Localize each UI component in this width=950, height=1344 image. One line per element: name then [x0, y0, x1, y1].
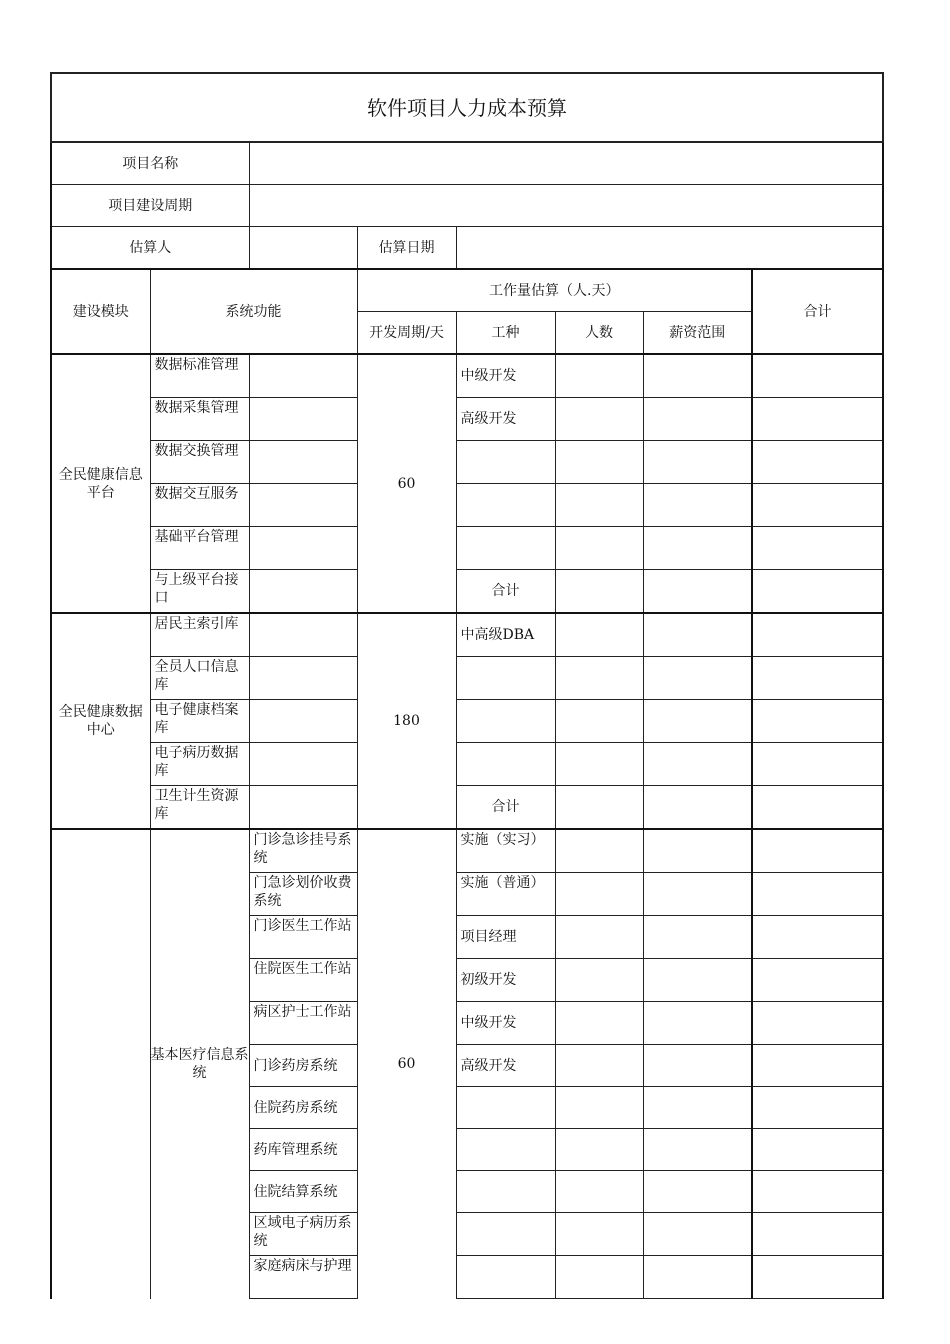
project-period-label: 项目建设周期 [51, 185, 249, 227]
module-cell: 全民健康信息平台 [51, 354, 150, 613]
total-cell[interactable] [752, 1213, 883, 1256]
header-module: 建设模块 [51, 269, 150, 354]
subtotal-label: 合计 [456, 786, 555, 830]
header-dev-period: 开发周期/天 [357, 312, 456, 355]
total-cell[interactable] [752, 613, 883, 657]
total-cell[interactable] [752, 916, 883, 959]
function-cell: 药库管理系统 [249, 1129, 357, 1171]
job-type-cell [456, 700, 555, 743]
job-type-cell: 实施（普通） [456, 873, 555, 916]
function-cell: 区域电子病历系统 [249, 1213, 357, 1256]
total-cell[interactable] [752, 527, 883, 570]
headcount-cell[interactable] [555, 916, 643, 959]
job-type-cell: 初级开发 [456, 959, 555, 1002]
total-cell[interactable] [752, 657, 883, 700]
module-cell: 全民健康数据中心 [51, 613, 150, 829]
function-cell: 住院医生工作站 [249, 959, 357, 1002]
total-cell[interactable] [752, 570, 883, 614]
salary-cell[interactable] [643, 1045, 752, 1087]
function-cell: 基础平台管理 [150, 527, 249, 570]
budget-sheet [50, 72, 884, 1299]
salary-cell[interactable] [643, 398, 752, 441]
headcount-cell[interactable] [555, 829, 643, 873]
job-type-cell [456, 441, 555, 484]
total-cell[interactable] [752, 1087, 883, 1129]
total-cell[interactable] [752, 484, 883, 527]
function-cell: 数据标准管理 [150, 354, 249, 398]
function-cell: 病区护士工作站 [249, 1002, 357, 1045]
job-type-cell [456, 657, 555, 700]
function-cell: 家庭病床与护理 [249, 1256, 357, 1299]
headcount-cell[interactable] [555, 1002, 643, 1045]
salary-cell[interactable] [643, 354, 752, 398]
header-salary: 薪资范围 [643, 312, 752, 355]
function-detail-cell[interactable] [249, 527, 357, 570]
function-cell: 全员人口信息库 [150, 657, 249, 700]
job-type-cell [456, 743, 555, 786]
headcount-cell[interactable] [555, 613, 643, 657]
total-cell[interactable] [752, 1129, 883, 1171]
headcount-cell[interactable] [555, 700, 643, 743]
headcount-cell[interactable] [555, 398, 643, 441]
salary-cell[interactable] [643, 657, 752, 700]
function-cell: 住院药房系统 [249, 1087, 357, 1129]
function-detail-cell[interactable] [249, 398, 357, 441]
dev-period-cell: 60 [357, 829, 456, 1299]
function-cell: 居民主索引库 [150, 613, 249, 657]
function-cell: 住院结算系统 [249, 1171, 357, 1213]
headcount-cell[interactable] [555, 1045, 643, 1087]
job-type-cell: 中高级DBA [456, 613, 555, 657]
salary-cell[interactable] [643, 441, 752, 484]
dev-period-cell: 60 [357, 354, 456, 613]
total-cell[interactable] [752, 829, 883, 873]
headcount-cell[interactable] [555, 570, 643, 614]
job-type-cell [456, 484, 555, 527]
function-detail-cell[interactable] [249, 657, 357, 700]
headcount-cell[interactable] [555, 1171, 643, 1213]
function-cell: 门诊急诊挂号系统 [249, 829, 357, 873]
function-cell: 电子健康档案库 [150, 700, 249, 743]
headcount-cell[interactable] [555, 786, 643, 830]
function-cell: 电子病历数据库 [150, 743, 249, 786]
project-period-cell[interactable] [249, 185, 883, 227]
headcount-cell[interactable] [555, 484, 643, 527]
function-detail-cell[interactable] [249, 484, 357, 527]
headcount-cell[interactable] [555, 1129, 643, 1171]
headcount-cell[interactable] [555, 959, 643, 1002]
headcount-cell[interactable] [555, 657, 643, 700]
salary-cell[interactable] [643, 743, 752, 786]
salary-cell[interactable] [643, 484, 752, 527]
job-type-cell: 高级开发 [456, 398, 555, 441]
salary-cell[interactable] [643, 873, 752, 916]
function-cell: 与上级平台接口 [150, 570, 249, 614]
salary-cell[interactable] [643, 1087, 752, 1129]
salary-cell[interactable] [643, 829, 752, 873]
salary-cell[interactable] [643, 1002, 752, 1045]
total-cell[interactable] [752, 743, 883, 786]
function-detail-cell[interactable] [249, 570, 357, 614]
salary-cell[interactable] [643, 570, 752, 614]
total-cell[interactable] [752, 786, 883, 830]
total-cell[interactable] [752, 873, 883, 916]
job-type-cell [456, 1087, 555, 1129]
headcount-cell[interactable] [555, 354, 643, 398]
job-type-cell [456, 1171, 555, 1213]
function-cell: 卫生计生资源库 [150, 786, 249, 830]
dev-period-cell: 180 [357, 613, 456, 829]
salary-cell[interactable] [643, 527, 752, 570]
function-cell: 门急诊划价收费系统 [249, 873, 357, 916]
job-type-cell: 中级开发 [456, 1002, 555, 1045]
function-detail-cell[interactable] [249, 613, 357, 657]
total-cell[interactable] [752, 700, 883, 743]
header-function: 系统功能 [150, 269, 357, 354]
function-detail-cell[interactable] [249, 786, 357, 830]
function-cell: 数据交换管理 [150, 441, 249, 484]
headcount-cell[interactable] [555, 1213, 643, 1256]
salary-cell[interactable] [643, 700, 752, 743]
salary-cell[interactable] [643, 1256, 752, 1299]
function-detail-cell[interactable] [249, 354, 357, 398]
function-cell: 数据交互服务 [150, 484, 249, 527]
estimate-date-cell[interactable] [456, 227, 883, 270]
salary-cell[interactable] [643, 916, 752, 959]
function-detail-cell[interactable] [249, 743, 357, 786]
salary-cell[interactable] [643, 959, 752, 1002]
module-cell [51, 829, 150, 1299]
headcount-cell[interactable] [555, 1256, 643, 1299]
job-type-cell: 项目经理 [456, 916, 555, 959]
estimator-cell[interactable] [249, 227, 357, 270]
function-cell: 门诊药房系统 [249, 1045, 357, 1087]
submodule-cell: 基本医疗信息系统 [150, 829, 249, 1299]
salary-cell[interactable] [643, 613, 752, 657]
function-detail-cell[interactable] [249, 441, 357, 484]
function-detail-cell[interactable] [249, 700, 357, 743]
function-cell: 门诊医生工作站 [249, 916, 357, 959]
estimator-label: 估算人 [51, 227, 249, 270]
page-title: 软件项目人力成本预算 [51, 73, 883, 142]
header-job-type: 工种 [456, 312, 555, 355]
job-type-cell [456, 1256, 555, 1299]
estimate-date-label: 估算日期 [357, 227, 456, 270]
salary-cell[interactable] [643, 1129, 752, 1171]
total-cell[interactable] [752, 1171, 883, 1213]
headcount-cell[interactable] [555, 441, 643, 484]
headcount-cell[interactable] [555, 527, 643, 570]
job-type-cell [456, 1213, 555, 1256]
headcount-cell[interactable] [555, 743, 643, 786]
salary-cell[interactable] [643, 1213, 752, 1256]
total-cell[interactable] [752, 441, 883, 484]
job-type-cell: 实施（实习） [456, 829, 555, 873]
subtotal-label: 合计 [456, 570, 555, 614]
salary-cell[interactable] [643, 786, 752, 830]
total-cell[interactable] [752, 1045, 883, 1087]
total-cell[interactable] [752, 398, 883, 441]
total-cell[interactable] [752, 1002, 883, 1045]
job-type-cell: 中级开发 [456, 354, 555, 398]
salary-cell[interactable] [643, 1171, 752, 1213]
total-cell[interactable] [752, 354, 883, 398]
job-type-cell: 高级开发 [456, 1045, 555, 1087]
function-cell: 数据采集管理 [150, 398, 249, 441]
header-headcount: 人数 [555, 312, 643, 355]
project-name-cell[interactable] [249, 142, 883, 185]
header-workload: 工作量估算（人.天） [357, 269, 752, 312]
project-name-label: 项目名称 [51, 142, 249, 185]
headcount-cell[interactable] [555, 873, 643, 916]
total-cell[interactable] [752, 1256, 883, 1299]
job-type-cell [456, 1129, 555, 1171]
headcount-cell[interactable] [555, 1087, 643, 1129]
job-type-cell [456, 527, 555, 570]
total-cell[interactable] [752, 959, 883, 1002]
header-total: 合计 [752, 269, 883, 354]
